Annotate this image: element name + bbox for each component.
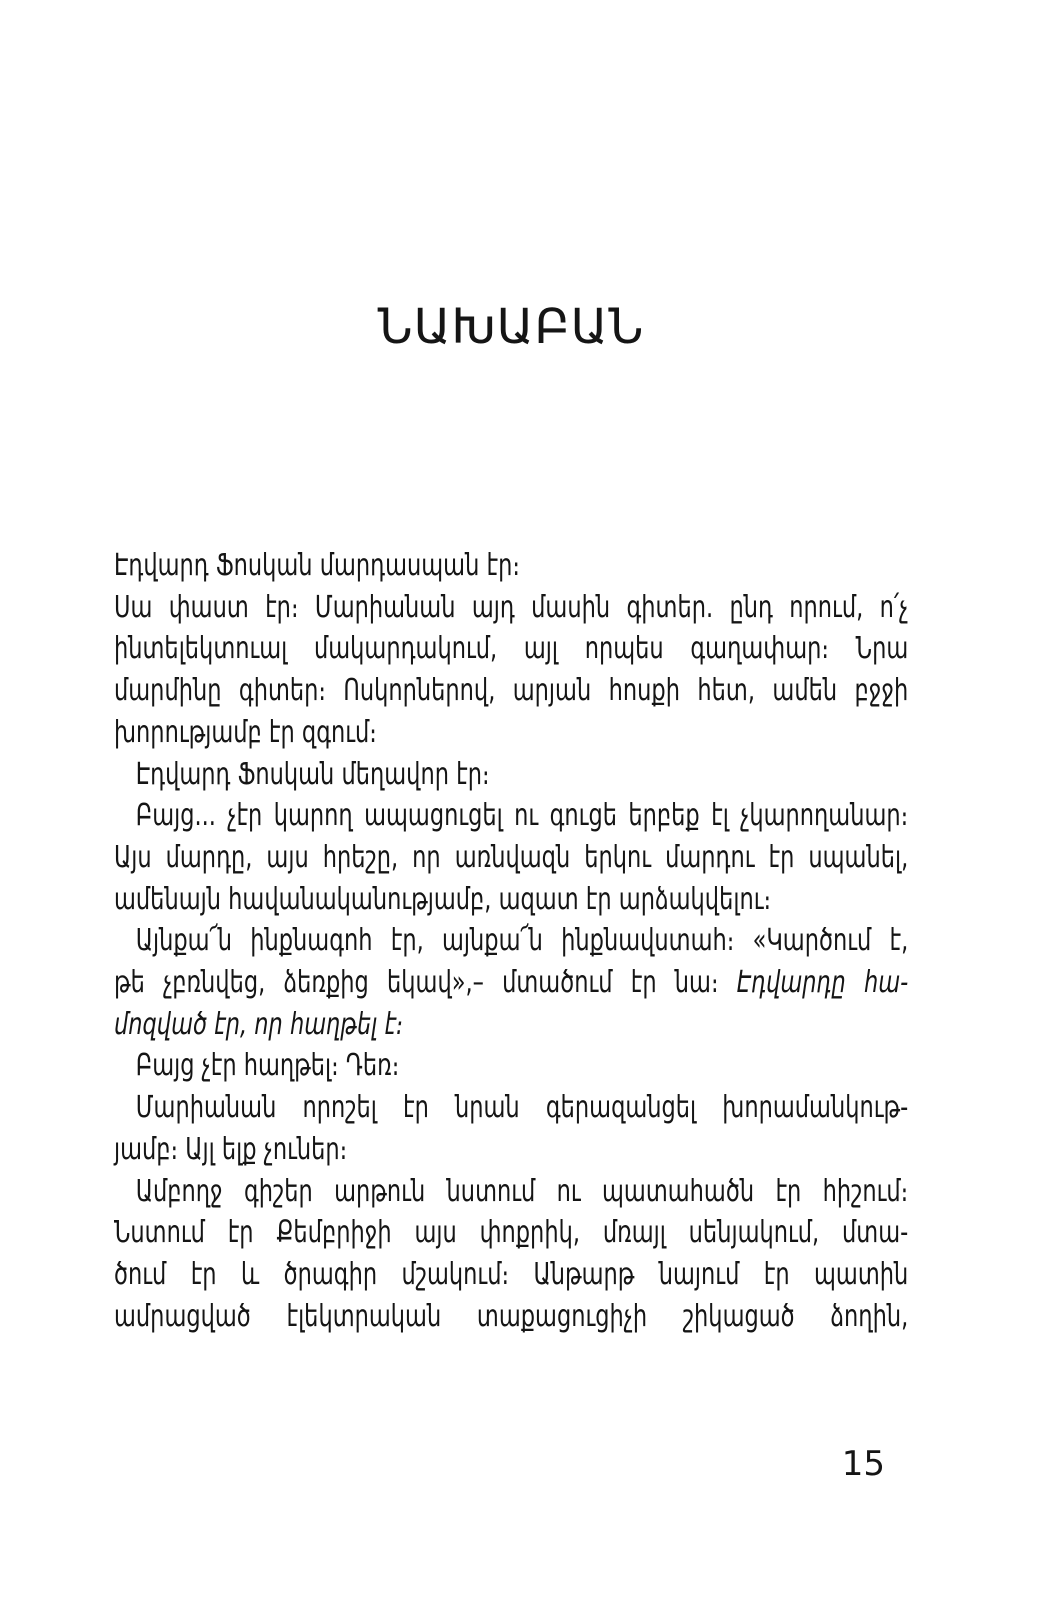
text-line: [114, 545, 908, 587]
paragraph: [114, 587, 908, 754]
text-segment: Բայց չէր հաղթել։ Դեռ։: [135, 1048, 400, 1084]
text-segment: խորությամբ էր զգում։: [114, 714, 377, 750]
text-line: [114, 1004, 908, 1046]
paragraph: [114, 795, 908, 920]
text-segment: Ամբողջ գիշեր արթուն նստում ու պատահածն էր հիշում։: [135, 1173, 909, 1209]
text-segment: ամրացված էլեկտրական տաքացուցիչի շիկացած ձողին,: [114, 1298, 909, 1334]
paragraph: [114, 754, 908, 796]
text-line: [114, 920, 908, 962]
page-number: 15: [841, 1444, 885, 1484]
text-segment: յամբ։ Այլ ելք չուներ։: [114, 1131, 348, 1167]
text-line: [114, 795, 908, 837]
text-segment: ամենայն հավանականությամբ, ազատ էր արձակվելու։: [114, 881, 772, 917]
text-line: [114, 587, 908, 629]
paragraphs-container: [114, 545, 908, 1337]
text-segment: Մարիանան որոշել էր նրան գերազանցել խորամանկութ-: [135, 1090, 909, 1126]
text-line: [114, 879, 908, 921]
text-segment: Էդվարդ Ֆոսկան մեղավոր էր։: [135, 756, 490, 792]
text-segment: Նստում էր Քեմբրիջի այս փոքրիկ, մռայլ սենյակում, մտա-: [114, 1215, 909, 1251]
text-segment: Սա փաստ էր։ Մարիանան այդ մասին գիտեր. ընդ որում, ո՛չ: [114, 589, 909, 625]
body-text-block: [114, 545, 908, 1337]
text-segment: ինտելեկտուալ մակարդակում, այլ որպես գաղափար։ Նրա: [114, 631, 909, 667]
text-line: [114, 1212, 908, 1254]
text-segment: Բայց... չէր կարող ապացուցել ու գուցե երբեք էլ չկարողանար։: [135, 798, 909, 834]
text-line: [114, 1254, 908, 1296]
text-line: [114, 670, 908, 712]
text-segment: Այս մարդը, այս հրեշը, որ առնվազն երկու մարդու էր սպանել,: [114, 839, 909, 875]
text-line: [114, 1296, 908, 1338]
paragraph: [114, 1087, 908, 1170]
text-line: [114, 1045, 908, 1087]
italic-text-segment: Էդվարդը հա-: [736, 965, 909, 1001]
chapter-title: ՆԱԽԱԲԱՆ: [377, 299, 645, 355]
text-line: [114, 712, 908, 754]
text-line: [114, 754, 908, 796]
text-segment: թե չբռնվեց, ձեռքից եկավ»,– մտածում էր նա։: [114, 965, 737, 1001]
text-line: [114, 1129, 908, 1171]
text-line: [114, 962, 908, 1004]
paragraph: [114, 545, 908, 587]
text-segment: ծում էր և ծրագիր մշակում։ Անթարթ նայում էր պատին: [114, 1256, 909, 1292]
text-line: [114, 1087, 908, 1129]
paragraph: [114, 1171, 908, 1338]
text-segment: մարմինը գիտեր։ Ոսկորներով, արյան հոսքի հետ, ամեն բջջի: [114, 673, 909, 709]
paragraph: [114, 1045, 908, 1087]
text-line: [114, 837, 908, 879]
text-line: [114, 628, 908, 670]
text-line: [114, 1171, 908, 1213]
text-segment: Էդվարդ Ֆոսկան մարդասպան էր։: [114, 548, 520, 583]
text-segment: Այնքա՜ն ինքնագոհ էր, այնքա՜ն ինքնավստահ։ «Կարծում է,: [135, 923, 909, 959]
paragraph: [114, 920, 908, 1045]
italic-text-segment: մոզված էր, որ հաղթել է։: [114, 1006, 404, 1042]
